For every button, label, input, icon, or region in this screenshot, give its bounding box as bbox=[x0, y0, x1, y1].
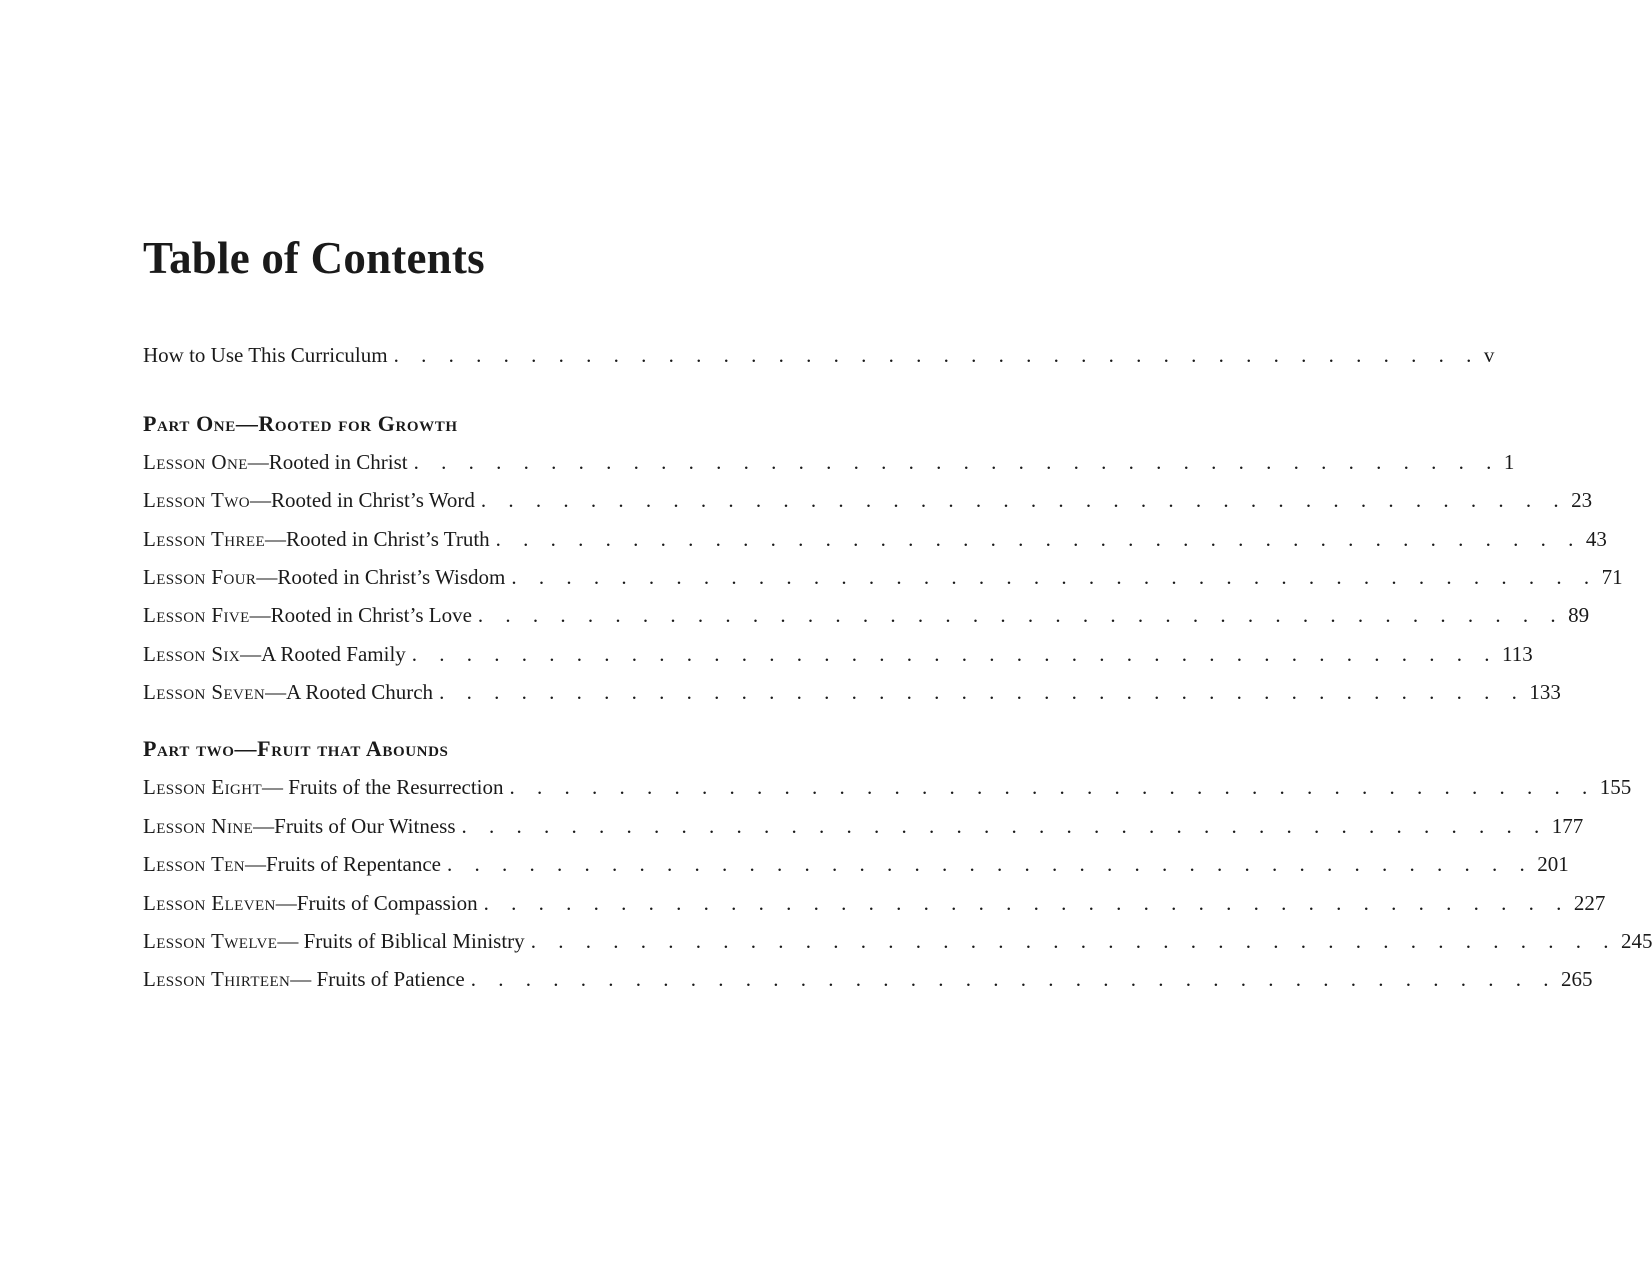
lesson-title: — Fruits of the Resurrection bbox=[262, 775, 504, 799]
toc-entry[interactable] bbox=[143, 642, 1533, 672]
lesson-name: Lesson Six bbox=[143, 642, 241, 666]
part-heading-two: Part two—Fruit that Abounds bbox=[143, 736, 449, 761]
lesson-title: —Rooted in Christ’s Love bbox=[249, 603, 472, 627]
dot-leader: . . . . . . . . . . . . . . . . . . . . . . . . . . . . . . . . . . . . . . . . bbox=[477, 603, 1565, 627]
lesson-title: —Fruits of Repentance bbox=[245, 852, 441, 876]
lesson-name: Lesson Twelve bbox=[143, 929, 278, 953]
page-number: 133 bbox=[1529, 680, 1561, 704]
page-number: 23 bbox=[1571, 488, 1593, 512]
dot-leader: . . . . . . . . . . . . . . . . . . . . . . . . . . . . . . . . . . . . . . . . bbox=[413, 450, 1500, 474]
dot-leader: . . . . . . . . . . . . . . . . . . . . . . . . . . . . . . . . . . . . . . . . bbox=[483, 891, 1570, 915]
dot-leader: . . . . . . . . . . . . . . . . . . . . . . . . . . . . . . . . . . . . . . . . bbox=[447, 852, 1534, 876]
lesson-title: —Fruits of Compassion bbox=[275, 891, 478, 915]
lesson-name: Lesson Five bbox=[143, 603, 250, 627]
lesson-title: —Fruits of Our Witness bbox=[253, 814, 456, 838]
toc-entry[interactable] bbox=[143, 565, 1623, 595]
toc-entry[interactable] bbox=[143, 680, 1561, 710]
dot-leader: . . . . . . . . . . . . . . . . . . . . . . . . . . . . . . . . . . . . . . . . bbox=[495, 527, 1582, 551]
lesson-title: —A Rooted Family bbox=[240, 642, 406, 666]
toc-entry[interactable] bbox=[143, 814, 1584, 844]
page-number: 265 bbox=[1560, 967, 1593, 991]
lesson-name: Lesson Eight bbox=[143, 775, 263, 799]
lesson-title: —Rooted in Christ bbox=[247, 450, 408, 474]
toc-entry[interactable] bbox=[143, 929, 1652, 959]
lesson-name: Lesson Ten bbox=[143, 852, 246, 876]
toc-entry[interactable] bbox=[143, 775, 1632, 805]
lesson-name: Lesson Four bbox=[143, 565, 257, 589]
lesson-name: Lesson Three bbox=[143, 527, 266, 551]
page-number: 71 bbox=[1601, 565, 1623, 589]
lesson-name: Lesson Thirteen bbox=[143, 967, 291, 991]
page-number: 89 bbox=[1568, 603, 1590, 627]
lesson-title: —Rooted in Christ’s Truth bbox=[265, 527, 490, 551]
dot-leader: . . . . . . . . . . . . . . . . . . . . . . . . . . . . . . . . . . . . . . . . bbox=[461, 814, 1548, 838]
lesson-name: Lesson Nine bbox=[143, 814, 254, 838]
lesson-title: —Rooted in Christ’s Word bbox=[250, 488, 475, 512]
page-number: 113 bbox=[1502, 642, 1533, 666]
dot-leader: . . . . . . . . . . . . . . . . . . . . . . . . . . . . . . . . . . . . . . . . bbox=[439, 680, 1526, 704]
entry-label: How to Use This Curriculum bbox=[143, 343, 388, 367]
page-number: v bbox=[1483, 343, 1495, 367]
part-heading-one: Part One—Rooted for Growth bbox=[143, 411, 458, 436]
page-number: 1 bbox=[1503, 450, 1515, 474]
toc-entry-intro[interactable] bbox=[143, 343, 1495, 373]
toc-entry[interactable] bbox=[143, 852, 1569, 882]
lesson-name: Lesson Eleven bbox=[143, 891, 276, 915]
lesson-title: —A Rooted Church bbox=[265, 680, 434, 704]
toc-entry[interactable] bbox=[143, 527, 1607, 557]
dot-leader: . . . . . . . . . . . . . . . . . . . . . . . . . . . . . . . . . . . . . . . . bbox=[411, 642, 1499, 666]
page-title: Table of Contents bbox=[143, 233, 485, 283]
toc-entry[interactable] bbox=[143, 450, 1515, 480]
toc-entry[interactable] bbox=[143, 603, 1590, 633]
page-number: 177 bbox=[1551, 814, 1584, 838]
toc-entry[interactable] bbox=[143, 488, 1593, 518]
page-number: 227 bbox=[1573, 891, 1606, 915]
lesson-name: Lesson Seven bbox=[143, 680, 266, 704]
toc-entry[interactable] bbox=[143, 967, 1593, 997]
dot-leader: . . . . . . . . . . . . . . . . . . . . . . . . . . . . . . . . . . . . . . . . bbox=[480, 488, 1568, 512]
toc-entry[interactable] bbox=[143, 891, 1606, 921]
lesson-name: Lesson One bbox=[143, 450, 248, 474]
lesson-title: — Fruits of Biblical Ministry bbox=[277, 929, 525, 953]
dot-leader: . . . . . . . . . . . . . . . . . . . . . . . . . . . . . . . . . . . . . . . . bbox=[509, 775, 1596, 799]
page-number: 43 bbox=[1585, 527, 1607, 551]
lesson-title: — Fruits of Patience bbox=[290, 967, 465, 991]
dot-leader: . . . . . . . . . . . . . . . . . . . . . . . . . . . . . . . . . . . . . . . . bbox=[530, 929, 1617, 953]
lesson-title: —Rooted in Christ’s Wisdom bbox=[256, 565, 506, 589]
dot-leader: . . . . . . . . . . . . . . . . . . . . . . . . . . . . . . . . . . . . . . . . bbox=[511, 565, 1598, 589]
lesson-name: Lesson Two bbox=[143, 488, 251, 512]
dot-leader: . . . . . . . . . . . . . . . . . . . . . . . . . . . . . . . . . . . . . . . . bbox=[470, 967, 1557, 991]
page-number: 201 bbox=[1537, 852, 1569, 876]
page-number: 245 bbox=[1620, 929, 1652, 953]
page-number: 155 bbox=[1599, 775, 1632, 799]
dot-leader: . . . . . . . . . . . . . . . . . . . . . . . . . . . . . . . . . . . . . . . . bbox=[393, 343, 1480, 367]
